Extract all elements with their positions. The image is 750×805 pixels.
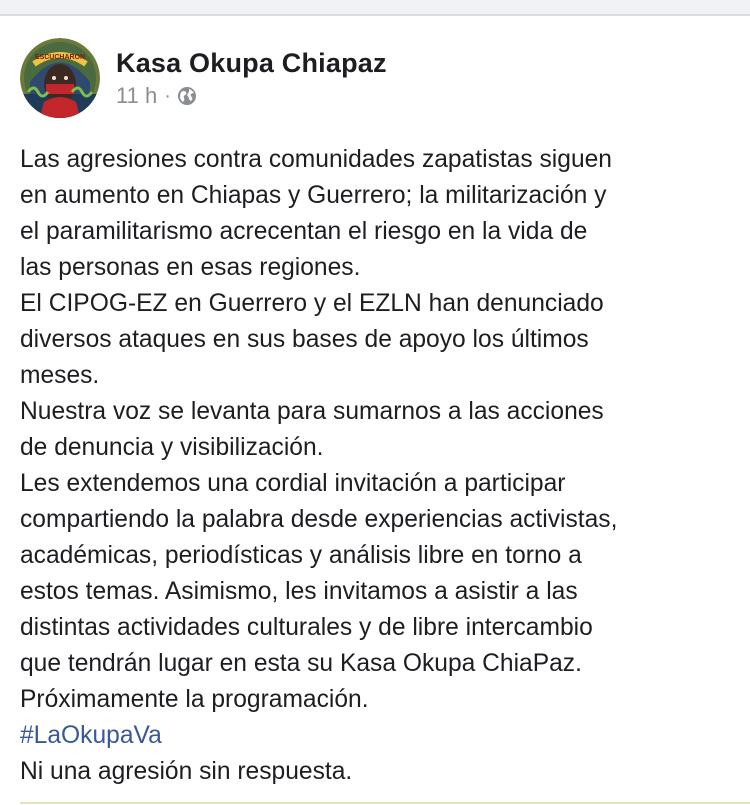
post-header: [20, 36, 387, 120]
top-divider: [0, 0, 750, 16]
bottom-divider: [20, 802, 750, 804]
hashtag-link[interactable]: #LaOkupaVa: [20, 722, 162, 749]
paragraph-3: Nuestra voz se levanta para sumarnos a las acciones de denuncia y visibilización.: [20, 398, 604, 461]
post-timestamp[interactable]: 11 h: [116, 83, 158, 108]
page-avatar[interactable]: [20, 38, 100, 118]
globe-icon[interactable]: [177, 86, 197, 106]
avatar-lettering: ESCUCHARON: [34, 54, 86, 61]
separator-dot: ·: [164, 85, 171, 107]
paragraph-5: Próximamente la programación.: [20, 686, 369, 713]
post-text: [20, 142, 735, 790]
closing-line: Ni una agresión sin respuesta.: [20, 758, 353, 785]
paragraph-1: Las agresiones contra comunidades zapatistas siguen en aumento en Chiapas y Guerrero; la militarización y el paramilitarismo acrecentan el riesgo en la vida de las personas en esas regiones.: [20, 146, 612, 281]
paragraph-4: Les extendemos una cordial invitación a participar compartiendo la palabra desde experiencias activistas, académicas, periodísticas y análisis libre en torno a estos temas. Asimismo, les invitamos a asistir a las distintas actividades culturales y de libre intercambio que tendrán lugar en esta su Kasa Okupa ChiaPaz.: [20, 470, 618, 677]
post-meta: [116, 47, 387, 109]
avatar-image: [20, 38, 100, 118]
paragraph-2: El CIPOG-EZ en Guerrero y el EZLN han denunciado diversos ataques en sus bases de apoyo los últimos meses.: [20, 290, 604, 389]
page-name-link[interactable]: Kasa Okupa Chiapaz: [116, 48, 387, 78]
post-subline: [116, 83, 387, 109]
